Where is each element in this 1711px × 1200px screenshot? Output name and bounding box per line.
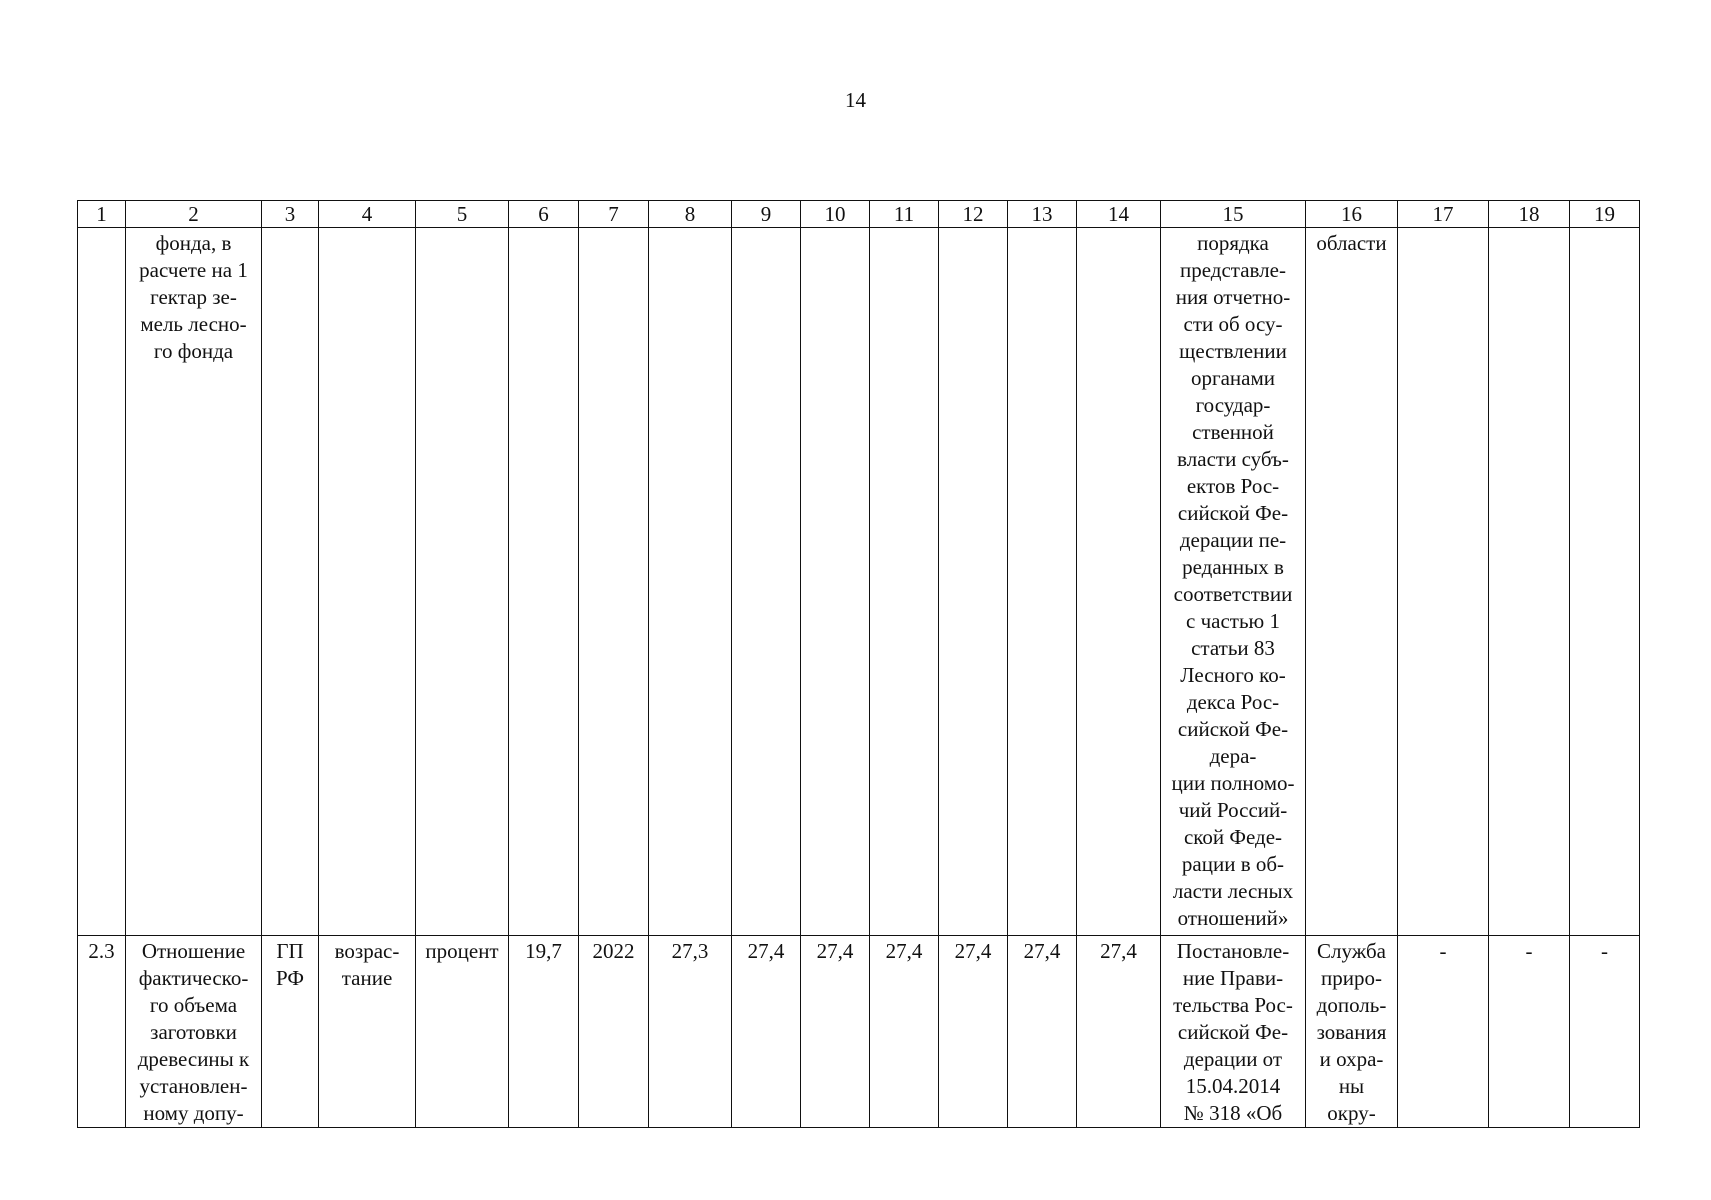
header-cell-11: 11 (870, 201, 939, 228)
cell-col-19: - (1570, 936, 1640, 1128)
cell-col-9: 27,4 (732, 936, 801, 1128)
header-cell-1: 1 (78, 201, 126, 228)
cell-col-7 (579, 228, 649, 936)
cell-col-7: 2022 (579, 936, 649, 1128)
cell-col-14: 27,4 (1077, 936, 1161, 1128)
header-cell-4: 4 (319, 201, 416, 228)
cell-col-4: возрас- тание (319, 936, 416, 1128)
header-cell-7: 7 (579, 201, 649, 228)
cell-col-11: 27,4 (870, 936, 939, 1128)
cell-col-5 (416, 228, 509, 936)
cell-col-4 (319, 228, 416, 936)
cell-document: порядка представле- ния отчетно- сти об осу- ществлении органами государ- ственной власти субъ- ектов Рос- сийской Фе- дерации пе- реданных в соответствии с частью 1 статьи 83 Лесного ко- декса Рос- сийской Фе- дера- ции полномо- чий Россий- ской Феде- рации в об- ласти лесных отношений» (1161, 228, 1306, 936)
cell-col-3 (262, 228, 319, 936)
table-row (78, 936, 1640, 1128)
cell-col-11 (870, 228, 939, 936)
cell-col-3: ГП РФ (262, 936, 319, 1128)
cell-col-18: - (1489, 936, 1570, 1128)
header-cell-18: 18 (1489, 201, 1570, 228)
cell-col-12: 27,4 (939, 936, 1008, 1128)
header-cell-2: 2 (126, 201, 262, 228)
header-cell-6: 6 (509, 201, 579, 228)
cell-col-6: 19,7 (509, 936, 579, 1128)
cell-col-10 (801, 228, 870, 936)
header-cell-14: 14 (1077, 201, 1161, 228)
cell-responsible: области (1306, 228, 1398, 936)
header-cell-8: 8 (649, 201, 732, 228)
cell-col-5: процент (416, 936, 509, 1128)
header-cell-5: 5 (416, 201, 509, 228)
header-row (78, 201, 1640, 228)
header-cell-12: 12 (939, 201, 1008, 228)
cell-indicator-name: Отношение фактическо- го объема заготовки древесины к установлен- ному допу- (126, 936, 262, 1128)
header-cell-17: 17 (1398, 201, 1489, 228)
indicators-table (77, 200, 1640, 1128)
cell-col-8 (649, 228, 732, 936)
cell-document: Постановле- ние Прави- тельства Рос- сийской Фе- дерации от 15.04.2014 № 318 «Об (1161, 936, 1306, 1128)
cell-col-6 (509, 228, 579, 936)
cell-col-19 (1570, 228, 1640, 936)
header-cell-10: 10 (801, 201, 870, 228)
cell-col-10: 27,4 (801, 936, 870, 1128)
cell-indicator-name: фонда, в расчете на 1 гектар зе- мель лесно- го фонда (126, 228, 262, 936)
cell-col-13: 27,4 (1008, 936, 1077, 1128)
cell-col-14 (1077, 228, 1161, 936)
header-cell-15: 15 (1161, 201, 1306, 228)
header-cell-16: 16 (1306, 201, 1398, 228)
header-cell-19: 19 (1570, 201, 1640, 228)
cell-col-17 (1398, 228, 1489, 936)
cell-responsible: Служба приро- дополь- зования и охра- ны окру- (1306, 936, 1398, 1128)
cell-col-8: 27,3 (649, 936, 732, 1128)
cell-number (78, 228, 126, 936)
table-row (78, 228, 1640, 936)
cell-number: 2.3 (78, 936, 126, 1128)
header-cell-9: 9 (732, 201, 801, 228)
cell-col-12 (939, 228, 1008, 936)
cell-col-17: - (1398, 936, 1489, 1128)
header-cell-3: 3 (262, 201, 319, 228)
cell-col-18 (1489, 228, 1570, 936)
cell-col-9 (732, 228, 801, 936)
cell-col-13 (1008, 228, 1077, 936)
header-cell-13: 13 (1008, 201, 1077, 228)
page-number: 14 (845, 88, 866, 112)
